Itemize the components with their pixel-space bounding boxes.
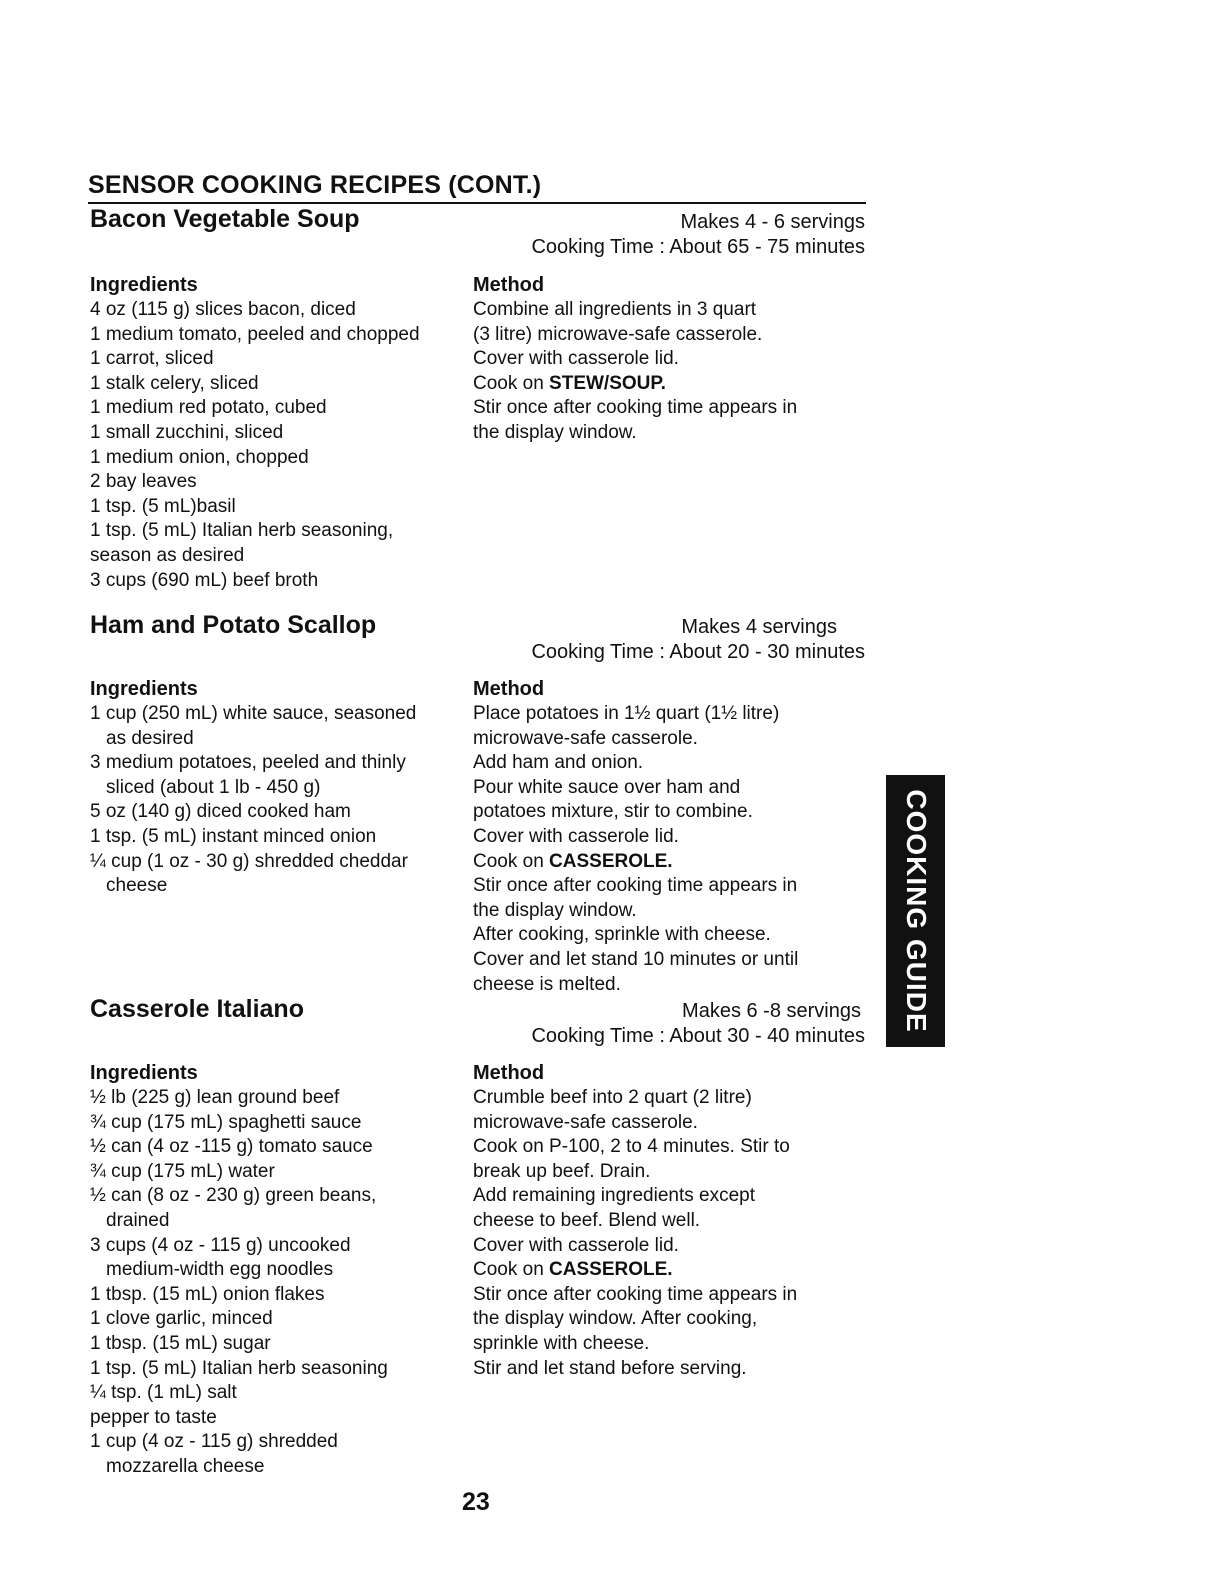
ingredient-line: cheese [106,875,168,897]
ingredient-line: 1 clove garlic, minced [90,1308,273,1330]
ingredient-line: ¼ cup (1 oz - 30 g) shredded cheddar [90,850,408,872]
ingredient-line: 3 cups (4 oz - 115 g) uncooked [90,1234,351,1256]
method-line: Cook on P-100, 2 to 4 minutes. Stir to [473,1136,790,1158]
method-line: Crumble beef into 2 quart (2 litre) [473,1087,752,1108]
ingredients-list [90,273,460,593]
ingredient-line: pepper to taste [90,1406,217,1428]
ingredients-list [90,1061,460,1480]
method-line: Add remaining ingredients except [473,1185,756,1207]
ingredient-line: ¾ cup (175 mL) water [90,1160,275,1182]
method-line: cheese is melted. [473,973,621,995]
method-steps [473,677,863,997]
method-line: Stir once after cooking time appears in [473,1283,798,1305]
method-line: Cover and let stand 10 minutes or until [473,948,799,970]
method-line: the display window. [473,421,637,443]
method-line: Pour white sauce over ham and [473,776,741,798]
method-text: Cook on [473,1259,550,1281]
recipe-meta [531,615,865,665]
ingredient-line: 3 cups (690 mL) beef broth [90,569,319,591]
ingredient-line: 1 cup (4 oz - 115 g) shredded [90,1431,338,1453]
ingredient-line: 1 stalk celery, sliced [90,372,259,394]
method-text: Cook on [473,850,550,872]
ingredient-line: 1 tsp. (5 mL)basil [90,495,236,517]
ingredient-line: 4 oz (115 g) slices bacon, diced [90,299,356,320]
cooking-guide-side-tab [886,775,945,1047]
ingredients-list [90,677,460,899]
method-line: the display window. After cooking, [473,1308,758,1330]
method-line: the display window. [473,899,637,921]
method-line: Cover with casserole lid. [473,1234,679,1256]
ingredient-line: ½ lb (225 g) lean ground beef [90,1087,340,1108]
servings-text: Makes 4 - 6 servings [680,211,865,233]
ingredient-line: 1 medium onion, chopped [90,446,309,468]
ingredient-line: 1 tsp. (5 mL) Italian herb seasoning [90,1357,388,1379]
recipe-title-ham-and-potato-scallop: Ham and Potato Scallop [90,611,377,639]
ingredients-heading: Ingredients [90,274,198,296]
method-steps [473,1061,863,1381]
ingredient-line: medium-width egg noodles [106,1259,334,1281]
method-steps [473,273,863,446]
ingredient-line: season as desired [90,544,245,566]
method-line: Stir and let stand before serving. [473,1357,747,1379]
ingredient-line: 1 medium red potato, cubed [90,397,327,419]
cooking-time-text: Cooking Time : About 30 - 40 minutes [531,1025,865,1047]
recipe-title-casserole-italiano: Casserole Italiano [90,995,304,1023]
cook-mode-label: CASSEROLE. [549,850,673,872]
method-heading: Method [473,274,545,296]
cooking-time-text: Cooking Time : About 65 - 75 minutes [531,236,865,258]
cook-mode-label: STEW/SOUP. [549,372,666,394]
cooking-time-text: Cooking Time : About 20 - 30 minutes [531,641,865,663]
ingredient-line: 5 oz (140 g) diced cooked ham [90,801,351,823]
method-line: Place potatoes in 1½ quart (1½ litre) [473,703,780,724]
ingredient-line: 3 medium potatoes, peeled and thinly [90,752,406,774]
ingredient-line: 1 tsp. (5 mL) Italian herb seasoning, [90,520,394,542]
ingredient-line: 1 tbsp. (15 mL) sugar [90,1332,271,1354]
method-line: sprinkle with cheese. [473,1332,650,1354]
method-line: After cooking, sprinkle with cheese. [473,924,771,946]
method-line: Stir once after cooking time appears in [473,875,798,897]
ingredient-line: ¾ cup (175 mL) spaghetti sauce [90,1111,362,1133]
ingredient-line: 2 bay leaves [90,471,197,493]
method-line: break up beef. Drain. [473,1160,651,1182]
ingredient-line: ½ can (4 oz -115 g) tomato sauce [90,1136,373,1158]
recipe-meta [531,210,865,260]
ingredient-line: ½ can (8 oz - 230 g) green beans, [90,1185,377,1207]
cook-mode-label: CASSEROLE. [549,1259,673,1281]
method-heading: Method [473,678,545,700]
ingredient-line: mozzarella cheese [106,1455,265,1477]
method-line: Cover with casserole lid. [473,825,679,847]
method-text: Cook on [473,372,550,394]
ingredient-line: as desired [106,727,194,749]
method-line: Cover with casserole lid. [473,348,679,370]
servings-text: Makes 6 -8 servings [682,1000,861,1022]
ingredients-heading: Ingredients [90,1062,198,1084]
method-line: microwave-safe casserole. [473,727,698,749]
ingredient-line: 1 small zucchini, sliced [90,421,284,443]
method-line [473,850,863,875]
ingredient-line: 1 tsp. (5 mL) instant minced onion [90,825,377,847]
recipe-meta [531,999,865,1049]
ingredient-line: drained [106,1209,170,1231]
method-line: cheese to beef. Blend well. [473,1209,701,1231]
method-line: Combine all ingredients in 3 quart [473,299,757,320]
method-line [473,1258,863,1283]
ingredients-heading: Ingredients [90,678,198,700]
recipe-title-bacon-vegetable-soup: Bacon Vegetable Soup [90,205,360,233]
ingredient-line: ¼ tsp. (1 mL) salt [90,1382,237,1404]
ingredient-line: 1 cup (250 mL) white sauce, seasoned [90,703,417,724]
page-section-title: SENSOR COOKING RECIPES (CONT.) [88,170,866,204]
method-line: microwave-safe casserole. [473,1111,698,1133]
method-line [473,372,863,397]
method-line: Stir once after cooking time appears in [473,397,798,419]
ingredient-line: 1 tbsp. (15 mL) onion flakes [90,1283,325,1305]
ingredient-line: 1 medium tomato, peeled and chopped [90,323,420,345]
method-heading: Method [473,1062,545,1084]
method-line: potatoes mixture, stir to combine. [473,801,753,823]
method-line: (3 litre) microwave-safe casserole. [473,323,763,345]
method-line: Add ham and onion. [473,752,644,774]
page-number: 23 [462,1488,490,1516]
side-tab-label: COOKING GUIDE [900,789,932,1033]
servings-text: Makes 4 servings [681,616,837,638]
ingredient-line: sliced (about 1 lb - 450 g) [106,776,321,798]
ingredient-line: 1 carrot, sliced [90,348,214,370]
